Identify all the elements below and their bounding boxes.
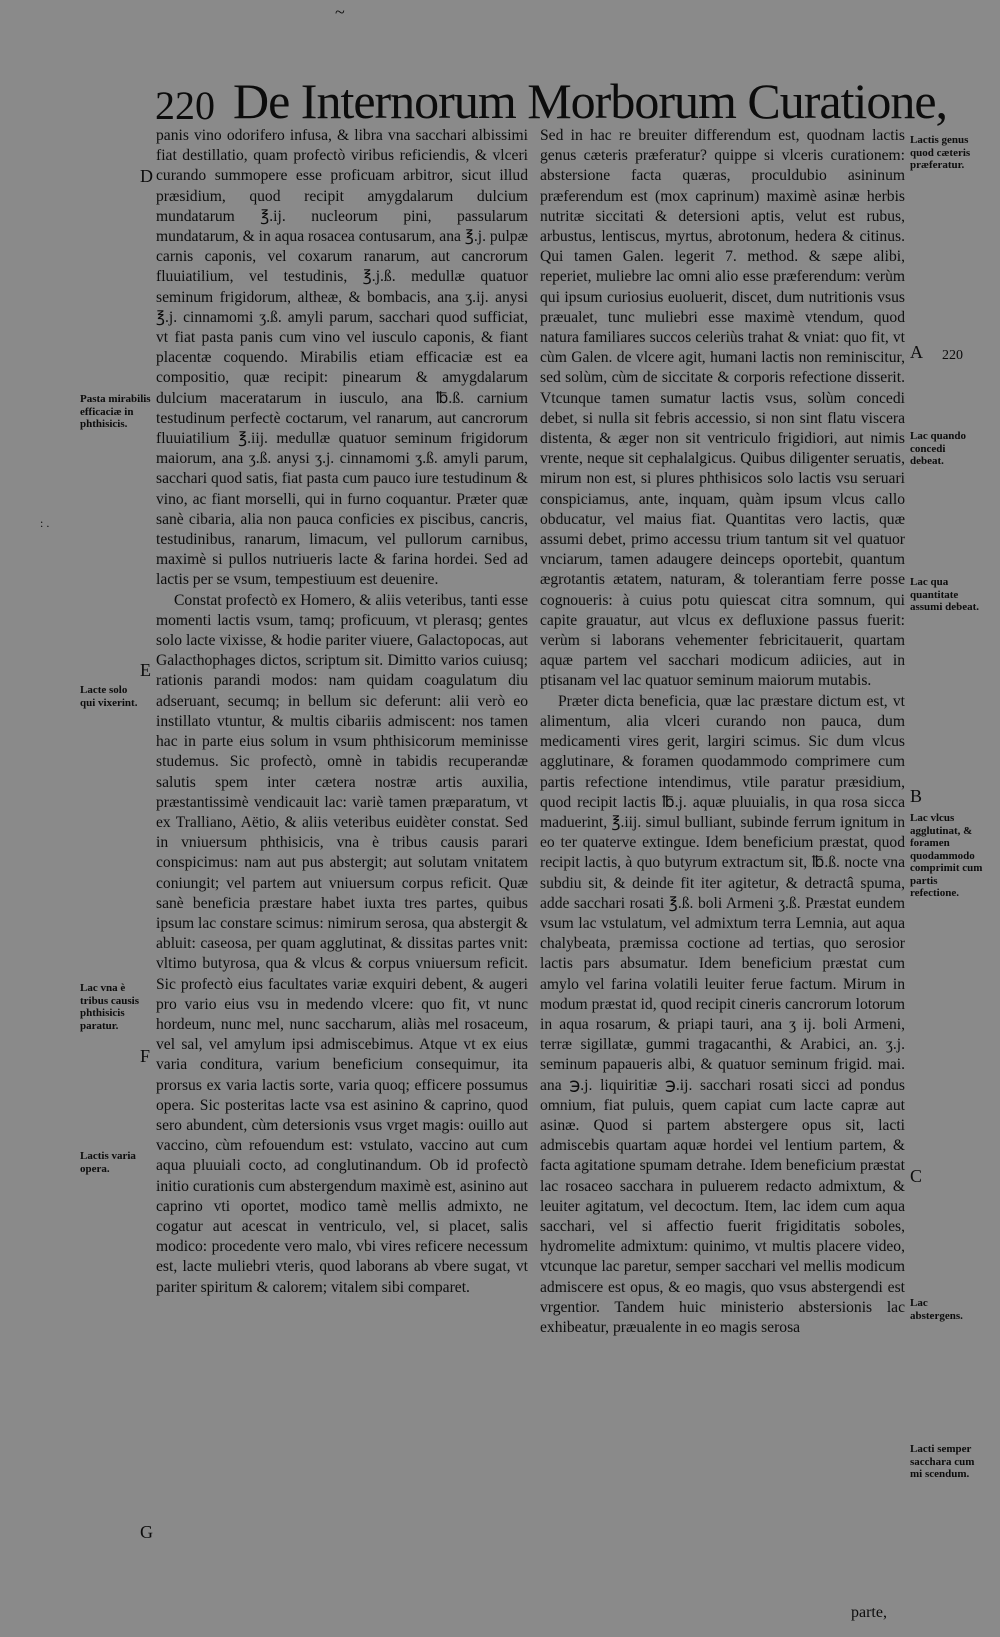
side-page-number: 220 bbox=[942, 348, 963, 363]
left-paragraph-2: Constat profectò ex Homero, & aliis veteribus, tanti esse momenti lactis vsum, tamq; proficuum, vt plerasq; gentes solo lacte vixisse, & hodie pariter viuere, Galactopocas, aut Galacthophages dictos, scriptum sit. Dimitto varios cuiusq; rationis parandi modos: nam quidam coagulatum diu adseruant, secumq; in bellum sic deferunt: alii verò eo instillato vtuntur, & multis cibariis admiscent: nos tamen hac in parte eius solum in vsum phthisicorum meminisse studemus. Sic profectò, omnè in tabidis recuperandæ salutis spem inter cætera nostræ artis auxilia, præstantissimè vendicauit lac: variè tamen præparatum, vt ex Tralliano, Aëtio, & aliis veteribus euidèter constat. Sed in vniuersum phthisicis, vna è tribus causis parari conspicimus: nam aut pus abstergit; aut solutam vnitatem coniungit; vel partem aut vniuersum corpus reficit. Quæ sanè beneficia præstare habet iuxta tres partes, quibus ipsum lac constare scimus: nimirum serosa, qua abstergit & abluit: caseosa, per quam agglutinat, & dissitas partes vnit: vltimo butyrosa, qua & vlcus & corpus vniuersum reficit. Sic profectò eius facultates variæ exquiri debent, & augeri pro vario eius vsu in medendo vlcere: quo fit, vt nunc hordeum, nunc mel, nunc saccharum, aliàs mel rosaceum, vel sal, vel amylum ipsi admiscebimus. Atque vt ex eius varia conditura, varium beneficium consequimur, ita prorsus ex varia lactis sorte, varia quoq; efficere possumus opera. Sic posteritas lacte vsa est asinino & caprino, quod sero abundent, cùm detersionis vsus vrget magis: ouillo aut vaccino, cùm refouendum est: vstulato, vaccino aut cum aqua pluuiali cocto, ad conglutinandum. Ob id profectò initio curationis cum abstergendum maximè est, asinino aut caprino vti oportet, modico tamè mellis admixto, ne cogatur aut acescat in ventriculo, vel, si placet, salis modico: procedente vero malo, vbi vires reficere necessum est, lacte muliebri vteris, quod laborans ab vbere sugat, vt pariter spiritum & calorem; vitalem sibi comparet. bbox=[156, 591, 528, 1296]
section-letter-c: C bbox=[910, 1166, 923, 1186]
marginal-note-lactis-genus: Lactis genus quod cæteris præferatur. bbox=[910, 134, 971, 171]
top-mark: ~ bbox=[335, 2, 345, 22]
marginal-note-lactis-varia: Lactis varia opera. bbox=[80, 1150, 136, 1175]
section-letter-g: G bbox=[140, 1522, 153, 1542]
section-letter-e: E bbox=[140, 660, 151, 680]
marginal-note-lac-vna: Lac vna è tribus causis phthisicis paratur. bbox=[80, 982, 139, 1032]
marginal-note-lac-qua: Lac qua quantitate assumi debeat. bbox=[910, 576, 980, 613]
running-header bbox=[155, 62, 955, 129]
marginal-note-pasta: Pasta mirabilis efficaciæ in phthisicis. bbox=[80, 393, 151, 430]
marginal-note-lac-quando: Lac quando concedi debeat. bbox=[910, 430, 966, 467]
section-letter-b: B bbox=[910, 786, 923, 806]
section-letter-d: D bbox=[140, 166, 153, 186]
right-text-column bbox=[540, 126, 905, 1338]
page-number: 220 bbox=[155, 83, 215, 128]
right-paragraph-1: Sed in hac re breuiter differendum est, quodnam lactis genus cæteris præferatur? quippe si vlceris curationem: abstersione facta quæras, proculdubio asininum præferendum est (mox caprinum) maximè asinæ herbis nutritæ siccitati & detersioni aptis, velut est rubus, arbustus, lentiscus, myrtus, abrotonum, hedera & citinus. Qui tamen Galen. legerit 7. method. & sæpe alibi, reperiet, muliebre lac omni alio esse præferendum: verùm qui ipsum curiosius euoluerit, discet, dum nutritionis vsus præualet, tunc muliebri esse maximè vtendum, quod natura familiares succos celeriùs trahat & vniat: quo fit, vt cùm Galen. de vlcere agit, humani lactis non reminiscitur, sed solùm, cùm de siccitate & corporis refectione disserit. Vtcunque tamen sumatur lactis vsus, solùm concedi debet, si nulla sit febris accessio, si non sint flatu viscera distenta, & æger non sit ventriculo frigidiori, aut nimis vrente, neque sit cephalalgicus. Quibus diligenter seruatis, mirum non est, si plures phthisicos solo lactis vsu seruari conspiciamus, ante, inquam, quàm ipsum vlcus callo obducatur, vel maius fiat. Quantitas vero lactis, quæ assumi debet, primo accessu trium tantum sit vel quatuor vnciarum, tamen adaugere deinceps oportebit, quantum ægrotantis ætatem, naturam, & tolerantiam ferre posse cognoueris: à cuius potu quiescat citra somnum, qui capite grauatur, aut vlcus ex defluxione passus fuerit: verùm si laborans vehementer febricitauerit, quartam aquæ partem vel sacchari modicum adiicies, aut in ptisanam vel lac quatuor seminum maiorum mutabis. bbox=[540, 127, 905, 690]
stray-marks: : . bbox=[40, 516, 50, 530]
marginal-note-lacti-semper: Lacti semper sacchara cum mi scendum. bbox=[910, 1443, 975, 1480]
left-text-column bbox=[156, 126, 528, 1298]
marginal-note-lacte-solo: Lacte solo qui vixerint. bbox=[80, 684, 138, 709]
marginal-note-lac-vlcus: Lac vlcus agglutinat, & foramen quodammodo comprimit cum partis refectione. bbox=[910, 812, 983, 899]
right-paragraph-2: Præter dicta beneficia, quæ lac præstare dictum est, vt alimentum, alia vlceri curando non pauca, dum medicamenti vires gerit, largiri scimus. Sic dum vlcus agglutinare, & foramen quodammodo comprimere cum partis refectione intendimus, vtile paratur præsidium, quod recipit lactis ℔.j. aquæ pluuialis, in qua rosa sicca maduerint, ℥.iij. simul bulliant, subinde ferrum ignitum in eo ter quaterve extingue. Idem beneficium præstat, quod recipit lactis, à quo butyrum extractum sit, ℔.ß. nocte vna subdiu sit, & deinde fit iter agitetur, & detractâ spuma, adde sacchari rosati ℥.ß. boli Armeni ʒ.ß. Præstat eundem vsum lac vstulatum, vel admixtum terra Lemnia, aut aqua chalybeata, præmissa coctione ad tertias, quo serosior lactis pars absumatur. Idem beneficium præstat cum amylo vel farina volatili leuiter ferue factum. Mirum in modum præstat id, quod recipit cineris cancrorum lotorum in aqua rosarum, & priapi tauri, ana ʒ ij. boli Armeni, terræ sigillatæ, gummi tragacanthi, & Arabici, an. ʒ.j. seminum papaueris albi, & quatuor seminum frigid. mai. ana ℈.j. liquiritiæ ℈.ij. sacchari rosati sicci ad pondus omnium, fiat puluis, quem capiat cum lacte capræ aut asinæ. Quod si partem abstergere opus sit, lacti admiscebis quartam aquæ hordei vel lentium partem, & facta agitatione spumam detrahe. Idem beneficium præstat lac rosaceo sacchara in puluerem redacto admixtum, & leuiter agitatum, vel decoctum. Item, lac idem cum aqua sacchari, vel si affectio fuerit frigiditatis soboles, hydromelite admixtum: quinimo, vt multis placere video, vtcunque lac paretur, semper sacchari vel mellis modicum admiscere est opus, & eo magis, quo vsus abstergendi est vrgentior. Tandem huic ministerio abstersionis lac exhibeatur, præualente in eo magis serosa bbox=[540, 692, 906, 1336]
section-letter-a: A bbox=[910, 342, 923, 362]
left-paragraph-1: panis vino odorifero infusa, & libra vna sacchari albissimi fiat destillatio, quam profectò viribus reficiendis, & vlceri curando summopere esse proficuam arbitror, sicut illud præsidium, quod recipit amygdalarum dulcium mundatarum ℥.ij. nucleorum pini, passularum mundatarum, & in aqua rosacea contusarum, ana ℥.j. pulpæ carnis caponis, vel coxarum ranarum, aut cancrorum fluuiatilium, vel testudinis, ℥.j.ß. medullæ quatuor seminum frigidorum, altheæ, & bombacis, ana ʒ.ij. anysi ℥.j. cinnamomi ʒ.ß. amyli parum, sacchari quod sufficiat, vt fiat pasta panis cum vino vel iusculo caponis, & fiant placentæ coquendo. Mirabilis etiam efficaciæ est ea compositio, quæ recipit: pinearum & amygdalarum dulcium maceratarum in iusculo, ana ℔.ß. carnium testudinum perfectè coctarum, vel ranarum, aut cancrorum fluuiatilium ℥.iij. medullæ quatuor seminum frigidorum maiorum, ana ʒ.ß. anysi ʒ.j. cinnamomi ʒ.ß. amyli parum, sacchari quod satis, fiat pasta cum pauco iure testudinum & vino, ac fiant morselli, qui in furno coquantur. Præter quæ sanè cibaria, alia non pauca conficies ex piscibus, cancris, testudinibus, ranarum, limacum, vel pullorum carnibus, maximè si pullos nutriueris lacte & farina hordei. Sed ad lactis per se vsum, tempestiuum est deuenire. bbox=[156, 127, 528, 589]
marginal-note-lac-abstergens: Lac abstergens. bbox=[910, 1297, 963, 1322]
section-letter-f: F bbox=[140, 1046, 151, 1066]
page-title: De Internorum Morborum Curatione, bbox=[233, 73, 948, 129]
catchword: parte, bbox=[851, 1604, 887, 1621]
